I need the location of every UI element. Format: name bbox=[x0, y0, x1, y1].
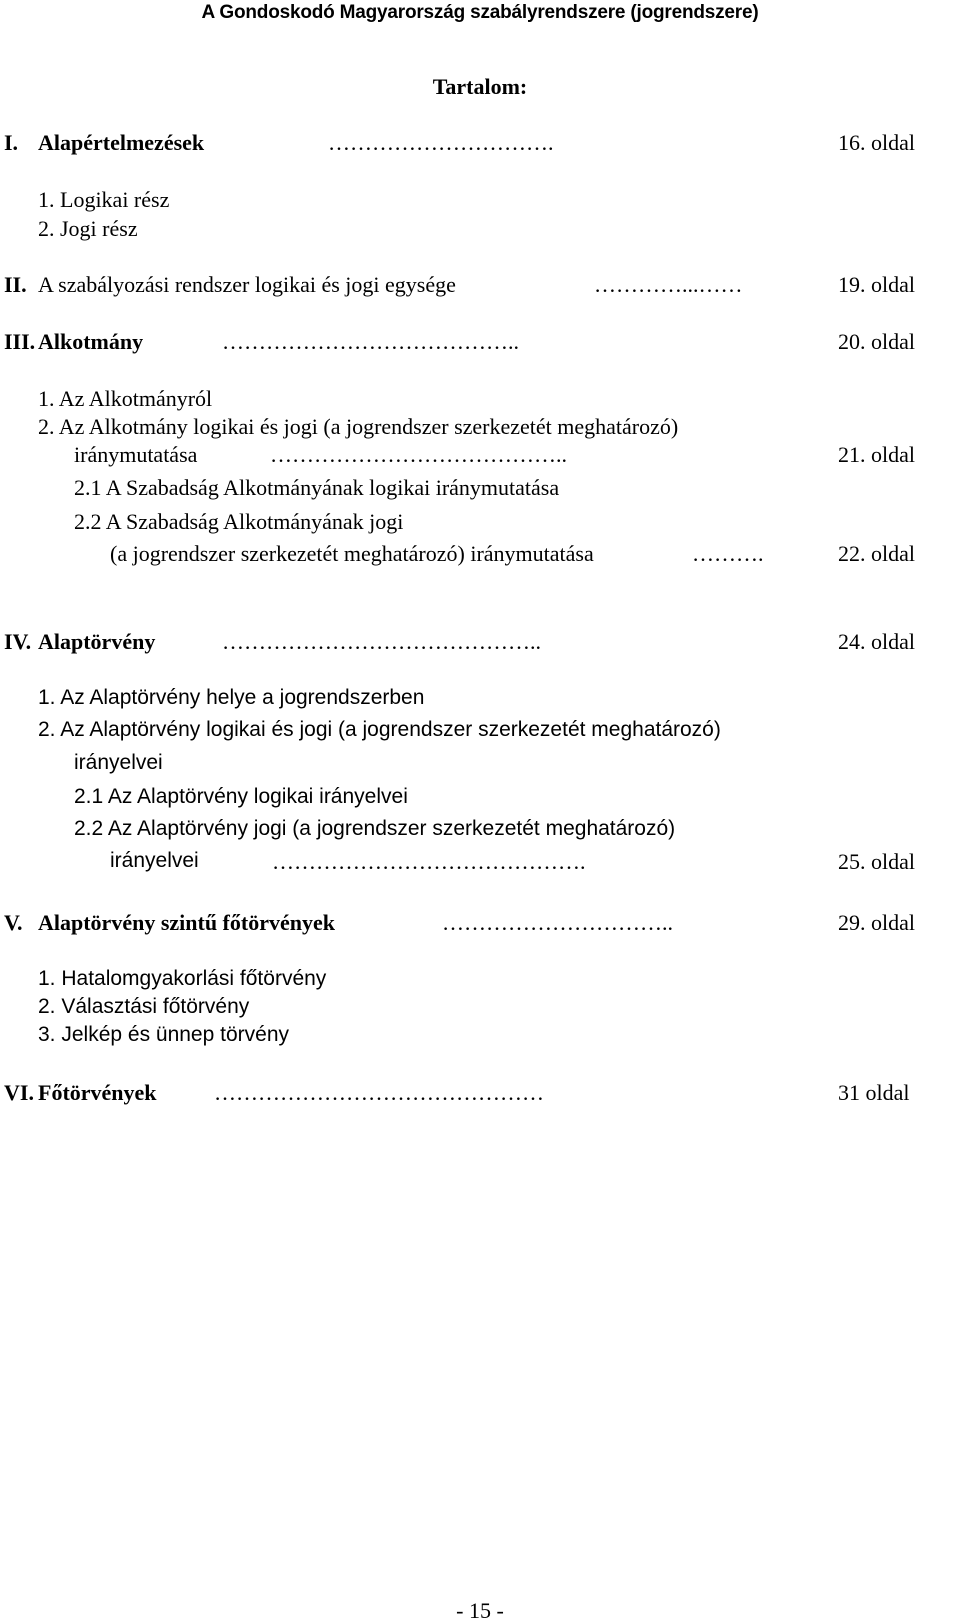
section-iii-subitem-2-2: 2.2 A Szabadság Alkotmányának jogi bbox=[74, 509, 404, 534]
section-iii-dots: ………………………………….. bbox=[222, 329, 519, 354]
section-vi-dots: ……………………………………… bbox=[214, 1080, 544, 1105]
section-iv-subitem-2-2-page: 25. oldal bbox=[838, 849, 915, 874]
section-ii-page: 19. oldal bbox=[838, 272, 915, 297]
section-v-page: 29. oldal bbox=[838, 910, 915, 935]
section-iii-subitem-2-2-cont: (a jogrendszer szerkezetét meghatározó) iránymutatása bbox=[110, 541, 594, 566]
section-i-item-2: 2. Jogi rész bbox=[38, 216, 138, 241]
section-v-item-1: 1. Hatalomgyakorlási főtörvény bbox=[38, 967, 327, 990]
section-i-dots: …………………………. bbox=[328, 130, 554, 155]
section-iv-dots: …………………………………….. bbox=[222, 629, 541, 654]
section-iii-item-2-cont: iránymutatása bbox=[74, 442, 198, 467]
section-iv-subitem-2-2-dots: ……………………………………. bbox=[272, 849, 586, 874]
section-i-number: I. bbox=[4, 130, 19, 155]
section-i-label: Alapértelmezések bbox=[38, 130, 205, 155]
section-v-item-3: 3. Jelkép és ünnep törvény bbox=[38, 1023, 289, 1046]
section-ii-label: A szabályozási rendszer logikai és jogi egysége bbox=[38, 272, 456, 297]
section-v-number: V. bbox=[4, 910, 23, 935]
section-iii-subitem-2-2-dots: ………. bbox=[692, 541, 764, 566]
section-iv-page: 24. oldal bbox=[838, 629, 915, 654]
section-iii-subitem-2-2-page: 22. oldal bbox=[838, 541, 915, 566]
section-i-item-1: 1. Logikai rész bbox=[38, 187, 170, 212]
section-vi-number: VI. bbox=[4, 1080, 34, 1105]
page-header: A Gondoskodó Magyarország szabályrendszere (jogrendszere) bbox=[201, 2, 759, 23]
section-iii-item-2-dots: ………………………………….. bbox=[270, 442, 567, 467]
section-iii-label: Alkotmány bbox=[38, 329, 144, 354]
section-iii-subitem-2-1: 2.1 A Szabadság Alkotmányának logikai iránymutatása bbox=[74, 475, 560, 500]
section-ii-dots: …………...…… bbox=[594, 272, 743, 297]
section-iii-number: III. bbox=[4, 329, 36, 354]
section-i-page: 16. oldal bbox=[838, 130, 915, 155]
section-v-label: Alaptörvény szintű főtörvények bbox=[38, 910, 335, 935]
page-number: - 15 - bbox=[456, 1598, 504, 1623]
section-iv-item-2-cont: irányelvei bbox=[74, 751, 163, 774]
section-iv-number: IV. bbox=[4, 629, 32, 654]
section-iii-item-2-page: 21. oldal bbox=[838, 442, 915, 467]
section-vi-label: Főtörvények bbox=[38, 1080, 157, 1105]
section-iv-subitem-2-2: 2.2 Az Alaptörvény jogi (a jogrendszer szerkezetét meghatározó) bbox=[74, 817, 676, 840]
section-iii-item-2: 2. Az Alkotmány logikai és jogi (a jogrendszer szerkezetét meghatározó) bbox=[38, 414, 679, 439]
section-v-dots: ………………………….. bbox=[442, 910, 673, 935]
section-iv-subitem-2-2-cont: irányelvei bbox=[110, 849, 199, 872]
section-vi-page: 31 oldal bbox=[838, 1080, 910, 1105]
section-ii-number: II. bbox=[4, 272, 27, 297]
section-iv-label: Alaptörvény bbox=[38, 629, 156, 654]
section-iii-page: 20. oldal bbox=[838, 329, 915, 354]
section-v-item-2: 2. Választási főtörvény bbox=[38, 995, 250, 1018]
section-iv-subitem-2-1: 2.1 Az Alaptörvény logikai irányelvei bbox=[74, 785, 408, 808]
section-iv-item-2: 2. Az Alaptörvény logikai és jogi (a jogrendszer szerkezetét meghatározó) bbox=[38, 718, 721, 741]
toc-title: Tartalom: bbox=[432, 74, 528, 99]
section-iii-item-1: 1. Az Alkotmányról bbox=[38, 386, 213, 411]
section-iv-item-1: 1. Az Alaptörvény helye a jogrendszerben bbox=[38, 686, 425, 709]
